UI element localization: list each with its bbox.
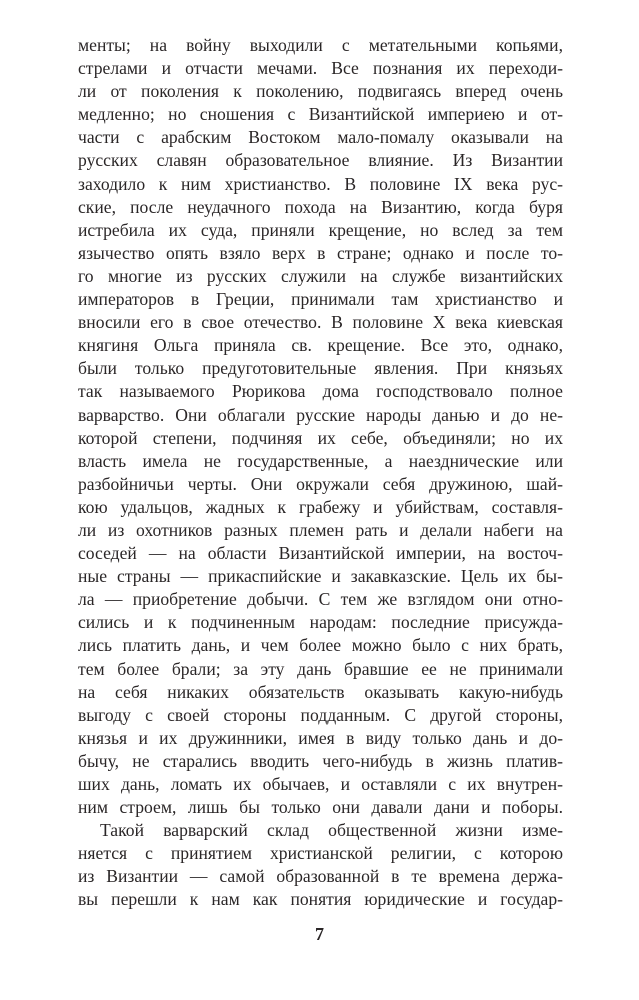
body-text bbox=[78, 34, 563, 912]
text-line: были только предуготовительные явления. При князьях bbox=[78, 358, 563, 379]
text-line: вносили его в свое отечество. В половине X века киевская bbox=[78, 312, 563, 333]
text-line: разбойничьи черты. Они окружали себя дружиною, шай- bbox=[78, 473, 563, 494]
text-line: го многие из русских служили на службе византийских bbox=[78, 265, 563, 286]
text-line: лись платить дань, и чем более можно было с них брать, bbox=[78, 635, 563, 656]
text-line: князья и их дружинники, имея в виду только дань и до- bbox=[78, 727, 563, 748]
text-line: ших дань, ломать их обычаев, и оставляли с их внутрен- bbox=[78, 774, 563, 794]
text-line: вы перешли к нам как понятия юридические и государ- bbox=[78, 889, 563, 910]
text-line: тем более брали; за эту дань бравшие ее не принимали bbox=[78, 658, 563, 679]
text-line: истребила их суда, приняли крещение, но вслед за тем bbox=[78, 219, 563, 240]
text-line: части с арабским Востоком мало-помалу оказывали на bbox=[78, 127, 563, 148]
paragraph-start-line: Такой варварский склад общественной жизни изме- bbox=[100, 820, 563, 841]
text-line: варварство. Они облагали русские народы данью и до не- bbox=[78, 404, 563, 425]
text-line: так называемого Рюрикова дома господствовало полное bbox=[78, 381, 563, 402]
text-line: выгоду с своей стороны подданным. С другой стороны, bbox=[78, 704, 563, 725]
text-line: императоров в Греции, принимали там христианство и bbox=[78, 289, 563, 310]
text-line: сились и к подчиненным народам: последние присужда- bbox=[78, 612, 563, 633]
text-line: стрелами и отчасти мечами. Все познания их переходи- bbox=[78, 58, 563, 79]
text-line: ные страны — прикаспийские и закавказские. Цель их бы- bbox=[78, 566, 563, 587]
text-line: кою удальцов, жадных к грабежу и убийствам, составля- bbox=[78, 496, 563, 517]
text-line: ла — приобретение добычи. С тем же взглядом они отно- bbox=[78, 589, 563, 610]
text-line: княгиня Ольга приняла св. крещение. Все это, однако, bbox=[78, 335, 563, 356]
text-line: власть имела не государственные, а наезднические или bbox=[78, 450, 563, 471]
text-line: которой степени, подчиняя их себе, объединяли; но их bbox=[78, 427, 563, 448]
text-line: няется с принятием христианской религии, с которою bbox=[78, 843, 563, 864]
text-line: русских славян образовательное влияние. Из Византии bbox=[78, 150, 563, 171]
page-number: 7 bbox=[315, 924, 324, 944]
text-line: медленно; но сношения с Византийской империею и от- bbox=[78, 104, 563, 125]
text-line: бычу, не старались вводить чего-нибудь в жизнь платив- bbox=[78, 750, 563, 771]
text-line: язычество опять взяло верх в стране; однако и после то- bbox=[78, 242, 563, 263]
text-line: ли из охотников разных племен рать и делали набеги на bbox=[78, 519, 563, 540]
text-line: на себя никаких обязательств оказывать какую-нибудь bbox=[78, 681, 563, 702]
text-line: менты; на войну выходили с метательными копьями, bbox=[78, 35, 563, 55]
text-line: из Византии — самой образованной в те времена держа- bbox=[78, 866, 563, 887]
text-line: ли от поколения к поколению, подвигаясь вперед очень bbox=[78, 81, 563, 102]
text-line: ские, после неудачного похода на Византию, когда буря bbox=[78, 196, 563, 217]
text-line: заходило к ним христианство. В половине IX века рус- bbox=[78, 173, 563, 194]
text-line: соседей — на области Византийской империи, на восточ- bbox=[78, 543, 563, 564]
text-line: ним строем, лишь бы только они давали дани и поборы. bbox=[78, 797, 563, 818]
